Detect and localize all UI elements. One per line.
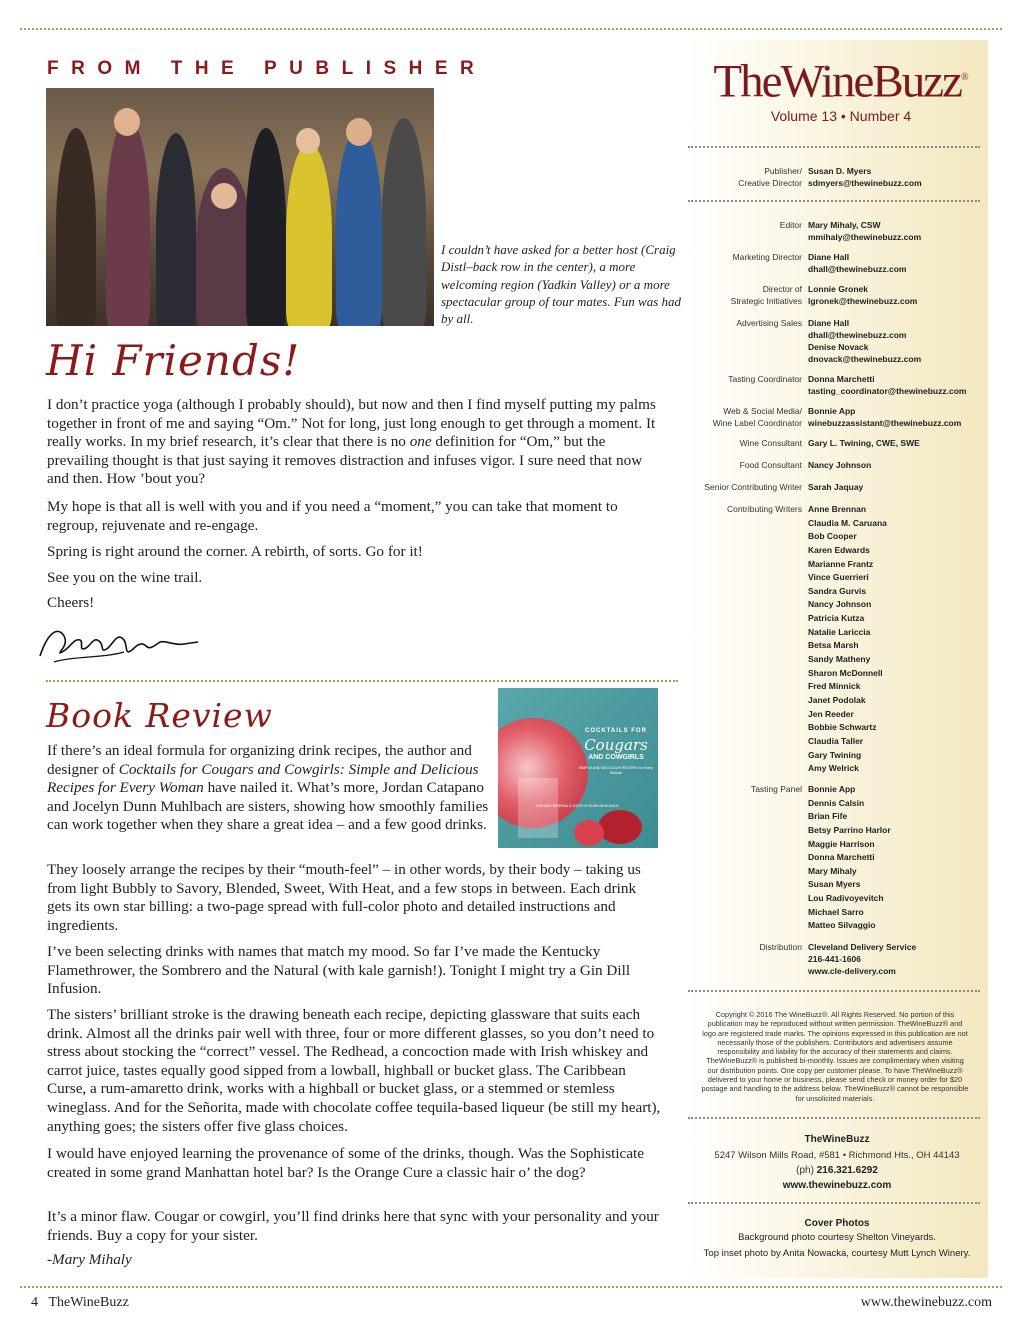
book-cover-subtitle: SIMPLE AND DELICIOUS RECIPES for Every Woman: [578, 766, 654, 775]
review-paragraph: I’ve been selecting drinks with names that match my mood. So far I’ve made the Kentucky Flamethrower, the Sombrero and the Natural (with kale garnish!). Tonight I might try a Gin Dill Infusion.: [47, 943, 631, 998]
bottom-dotted-rule: [20, 1286, 1002, 1288]
staff-names: Bonnie App winebuzzassistant@thewinebuzz.com: [808, 406, 962, 428]
letter-paragraph: My hope is that all is well with you and if you need a “moment,” you can take that moment to regroup, rejuvenate and re-engage.: [47, 498, 618, 534]
letter-paragraph: I don’t practice yoga (although I probably should), but now and then I find myself putting my palms together in front of me and saying “Om.” Not for long, just long enough to get through a moment. It really works. In my brief research, it’s clear that there is no one definition for “Om,” but the prevailing thought is that just saying it removes distraction and infuses vigor. I sure need that now and then. How ’bout you?: [47, 396, 656, 488]
sidebar-divider: [688, 990, 980, 992]
review-paragraph: I would have enjoyed learning the provenance of some of the drinks, though. Was the Sophisticate created in some grand Manhattan hotel bar? Is the Orange Cure a classic hair o’ the dog?: [47, 1145, 644, 1181]
staff-role: Web & Social Media/ Wine Label Coordinator: [712, 406, 802, 428]
staff-role: Director of Strategic Initiatives: [730, 284, 802, 306]
publication-logo: TheWineBuzz®: [713, 55, 969, 108]
sidebar-divider: [688, 1202, 980, 1204]
book-cover-title: Cougars: [584, 736, 648, 754]
sidebar-divider: [688, 146, 980, 148]
copyright-notice: Copyright © 2016 The WineBuzz®. All Rights Reserved. No portion of this publication may be reproduced without written permission. TheWineBuzz® and logo are registered trade marks. The opinions expressed in this publication are not necessarily those of the publishers. Contributors and advertisers assume responsibility and liability for the accuracy of their statements and claims. TheWineBuzz® is published bi-monthly. Issues are complimentary when visiting our distribution points. One copy per customer please. To have TheWineBuzz® delivered to your home or business, please send check or money order for $20 postage and handling to the address below. TheWineBuzz® cannot be responsible for unsolicited materials.: [701, 1010, 969, 1103]
staff-role: Contributing Writers: [727, 504, 802, 514]
staff-names: Nancy Johnson: [808, 460, 872, 470]
review-paragraph: If there’s an ideal formula for organizing drink recipes, the author and designer of Cocktails for Cougars and Cowgirls: Simple and Delicious Recipes for Every Woman have nailed it. What’s more, Jordan Catapano and Jocelyn Dunn Muhlbach are sisters, showing how smoothly families can work together when they share a great idea – and a few good drinks.: [47, 742, 489, 834]
staff-names: Donna Marchetti tasting_coordinator@thewinebuzz.com: [808, 374, 967, 396]
cover-photos-heading: Cover Photos: [804, 1218, 870, 1229]
section-title: FROM THE PUBLISHER: [47, 58, 487, 79]
top-dotted-rule: [20, 28, 1002, 30]
page-number: 4: [31, 1295, 38, 1310]
staff-names: Gary L. Twining, CWE, SWE: [808, 438, 920, 448]
staff-names: Anne Brennan Claudia M. Caruana Bob Cooper Karen Edwards Marianne Frantz Vince Guerrieri Sandra Gurvis Nancy Johnson Patricia Kutza Natalie Lariccia Betsa Marsh Sandy Matheny Sharon McDonnell Fred Minnick Janet Podolak Jen Reeder Bobbie Schwartz Claudia Taller Gary Twining Amy Welrick: [808, 504, 887, 774]
cover-photo-credit: Top inset photo by Anita Nowacka, courtesy Mutt Lynch Winery.: [703, 1248, 971, 1259]
letter-paragraph: See you on the wine trail.: [47, 569, 203, 586]
staff-role: Wine Consultant: [739, 438, 802, 448]
masthead-sidebar: [686, 40, 988, 1278]
staff-role: Tasting Coordinator: [728, 374, 802, 384]
staff-role: Marketing Director: [732, 252, 802, 262]
staff-role: Publisher/ Creative Director: [738, 166, 802, 188]
contact-name: TheWineBuzz: [804, 1134, 870, 1145]
greeting-heading: Hi Friends!: [46, 336, 301, 385]
review-paragraph: The sisters’ brilliant stroke is the drawing beneath each recipe, depicting glassware that suits each drink. Almost all the drinks pair well with three, four or more different glasses, so you don’t need to stress about stocking the “correct” vessel. The Redhead, a concoction made with Irish whiskey and carrot juice, tastes equally good sipped from a lowball, highball or bucket glass. The Caribbean Curse, a rum-amaretto drink, works with a highball or bucket glass, or a stemmed or stemless wineglass. And for the Señorita, made with chocolate coffee tequila-based liqueur (be still my heart), anything goes; the sisters offer five glass choices.: [47, 1006, 661, 1135]
footer-publication: TheWineBuzz: [48, 1295, 129, 1310]
contact-phone: (ph) 216.321.6292: [796, 1165, 878, 1176]
group-photo: [46, 88, 434, 326]
sidebar-divider: [688, 200, 980, 202]
review-paragraph: They loosely arrange the recipes by their “mouth-feel” – in other words, by their body – taking us from light Bubbly to Savory, Blended, Sweet, With Heat, and a few stops in between. Each drink gets its own star billing: a two-page spread with full-color photo and detailed instructions and ingredients.: [47, 861, 641, 934]
letter-paragraph: Cheers!: [47, 594, 95, 611]
staff-role: Distribution: [759, 942, 802, 952]
footer-url[interactable]: www.thewinebuzz.com: [860, 1295, 992, 1310]
staff-role: Advertising Sales: [736, 318, 802, 328]
cover-photo-credit: Background photo courtesy Shelton Vineyards.: [738, 1232, 936, 1243]
letter-paragraph: Spring is right around the corner. A rebirth, of sorts. Go for it!: [47, 543, 423, 560]
contact-website[interactable]: www.thewinebuzz.com: [782, 1180, 892, 1191]
photo-caption: I couldn’t have asked for a better host (Craig Distl–back row in the center), a more welcoming region (Yadkin Valley) or a more spectacular group of tour mates. Fun was had by all.: [441, 242, 682, 327]
staff-names: Sarah Jaquay: [808, 482, 864, 492]
staff-names: Lonnie Gronek lgronek@thewinebuzz.com: [808, 284, 918, 306]
book-cover-authors: JORDAN CATAPANO & JOCELYN DUNN MUHLBACH: [535, 804, 619, 808]
staff-names: Cleveland Delivery Service 216-441-1606 www.cle-delivery.com: [808, 942, 917, 976]
staff-names: Mary Mihaly, CSW mmihaly@thewinebuzz.com: [808, 220, 922, 242]
book-cover-image: [498, 688, 658, 848]
sidebar-divider: [688, 1117, 980, 1119]
staff-role: Tasting Panel: [750, 784, 802, 794]
staff-role: Editor: [779, 220, 802, 230]
staff-role: Food Consultant: [739, 460, 802, 470]
page-footer-left: [31, 1295, 129, 1311]
staff-names: Bonnie App Dennis Calsin Brian Fife Betsy Parrino Harlor Maggie Harrison Donna Marchetti Mary Mihaly Susan Myers Lou Radivoyevitch Michael Sarro Matteo Silvaggio: [808, 784, 891, 931]
book-cover-line1: COCKTAILS FOR: [585, 728, 647, 734]
volume-number: Volume 13 • Number 4: [770, 108, 912, 124]
contact-address: 5247 Wilson Mills Road, #581 • Richmond Hts., OH 44143: [714, 1150, 960, 1161]
book-cover-line3: AND COWGIRLS: [588, 754, 644, 761]
staff-role: Senior Contributing Writer: [704, 482, 802, 492]
review-paragraph: It’s a minor flaw. Cougar or cowgirl, you’ll find drinks here that sync with your personality and your friends. Buy a copy for your sister.: [47, 1208, 659, 1244]
book-review-heading: Book Review: [46, 696, 273, 735]
signature: [34, 612, 204, 668]
review-byline: -Mary Mihaly: [47, 1251, 132, 1268]
staff-names: Diane Hall dhall@thewinebuzz.com: [808, 252, 907, 274]
section-divider: [46, 680, 678, 682]
staff-names: Susan D. Myers sdmyers@thewinebuzz.com: [808, 166, 922, 188]
staff-names: Diane Hall dhall@thewinebuzz.com Denise Novack dnovack@thewinebuzz.com: [808, 318, 922, 364]
